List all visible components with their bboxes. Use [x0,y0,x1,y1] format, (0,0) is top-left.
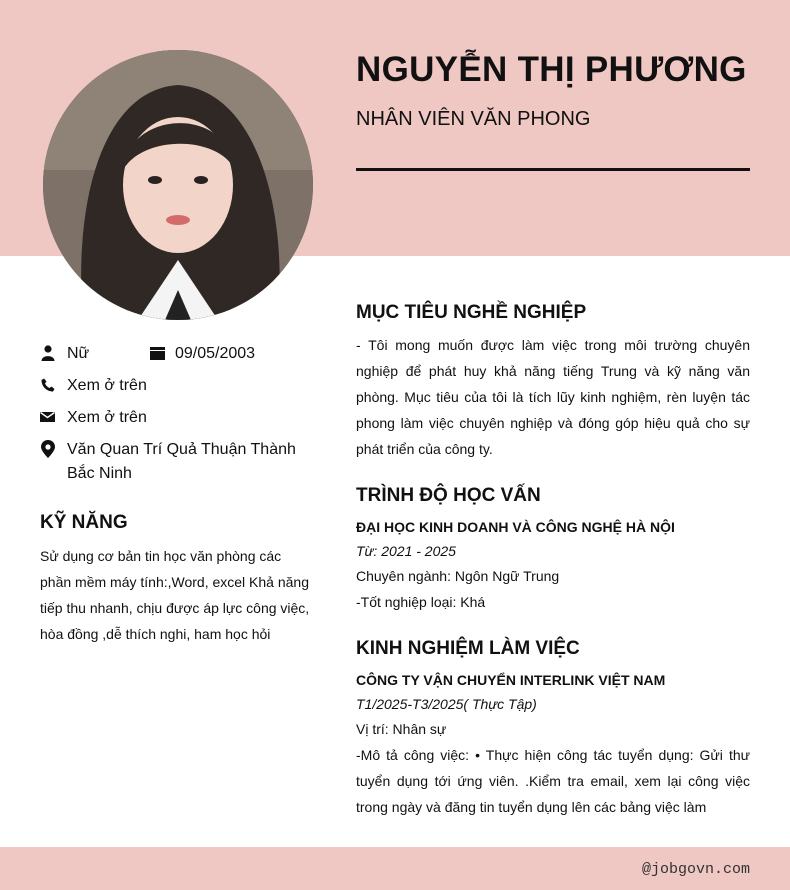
education-heading: TRÌNH ĐỘ HỌC VẤN [356,485,541,506]
experience-description: -Mô tả công việc: • Thực hiện công tác tuyển dụng: Gửi thư tuyển dụng tới ứng viên. .Kiểm tra email, xem lại công việc trong ngày và đăng tin tuyển dụng lên các bảng việc làm [356,747,750,815]
company-name: CÔNG TY VẬN CHUYỂN INTERLINK VIỆT NAM [356,672,666,688]
phone-row [40,374,147,398]
person-icon [40,344,55,362]
footer-watermark: @jobgovn.com [641,861,750,878]
email-row [40,406,147,430]
job-title: NHÂN VIÊN VĂN PHONG [356,108,591,130]
calendar-icon [150,344,165,362]
experience-position: Vị trí: Nhân sự [356,721,447,737]
gender-value: Nữ [67,345,90,362]
profile-photo-illustration [43,50,313,320]
dob-row [150,342,255,366]
education-major: Chuyên ngành: Ngôn Ngữ Trung [356,568,560,584]
education-period: Từ: 2021 - 2025 [356,543,456,559]
address-value [67,438,296,486]
dob-value: 09/05/2003 [175,345,256,362]
phone-value: Xem ở trên [67,377,147,394]
phone-icon [40,376,55,394]
objective-text: - Tôi mong muốn được làm việc trong môi trường chuyên nghiệp để phát huy khả năng tiếng Trung và kỹ năng văn phòng. Mục tiêu của tôi là tích lũy kinh nghiệm, rèn luyện tác phong làm việc chuyên nghiệp và đóng góp hiệu quả cho sự phát triển của công ty. [356,337,750,457]
candidate-name: NGUYỄN THỊ PHƯƠNG [356,50,747,89]
experience-heading: KINH NGHIỆM LÀM VIỆC [356,638,580,659]
address-row [40,438,296,486]
title-divider [356,168,750,171]
skills-heading: KỸ NĂNG [40,512,128,533]
education-grade: -Tốt nghiệp loại: Khá [356,594,486,610]
skills-text: Sử dụng cơ bản tin học văn phòng các phần mềm máy tính:,Word, excel Khả năng tiếp thu nhanh, chịu được áp lực công việc, hòa đồng ,dễ thích nghi, ham học hỏi [40,548,310,642]
school-name: ĐẠI HỌC KINH DOANH VÀ CÔNG NGHỆ HÀ NỘI [356,519,675,535]
map-pin-icon [40,440,55,458]
address-line-1: Văn Quan Trí Quả Thuận Thành [67,441,296,458]
experience-period: T1/2025-T3/2025( Thực Tập) [356,696,537,712]
gender-row [40,342,89,366]
email-value: Xem ở trên [67,409,147,426]
address-line-2: Bắc Ninh [67,465,132,482]
objective-heading: MỤC TIÊU NGHỀ NGHIỆP [356,302,587,323]
envelope-icon [40,408,55,426]
profile-photo [43,50,313,320]
